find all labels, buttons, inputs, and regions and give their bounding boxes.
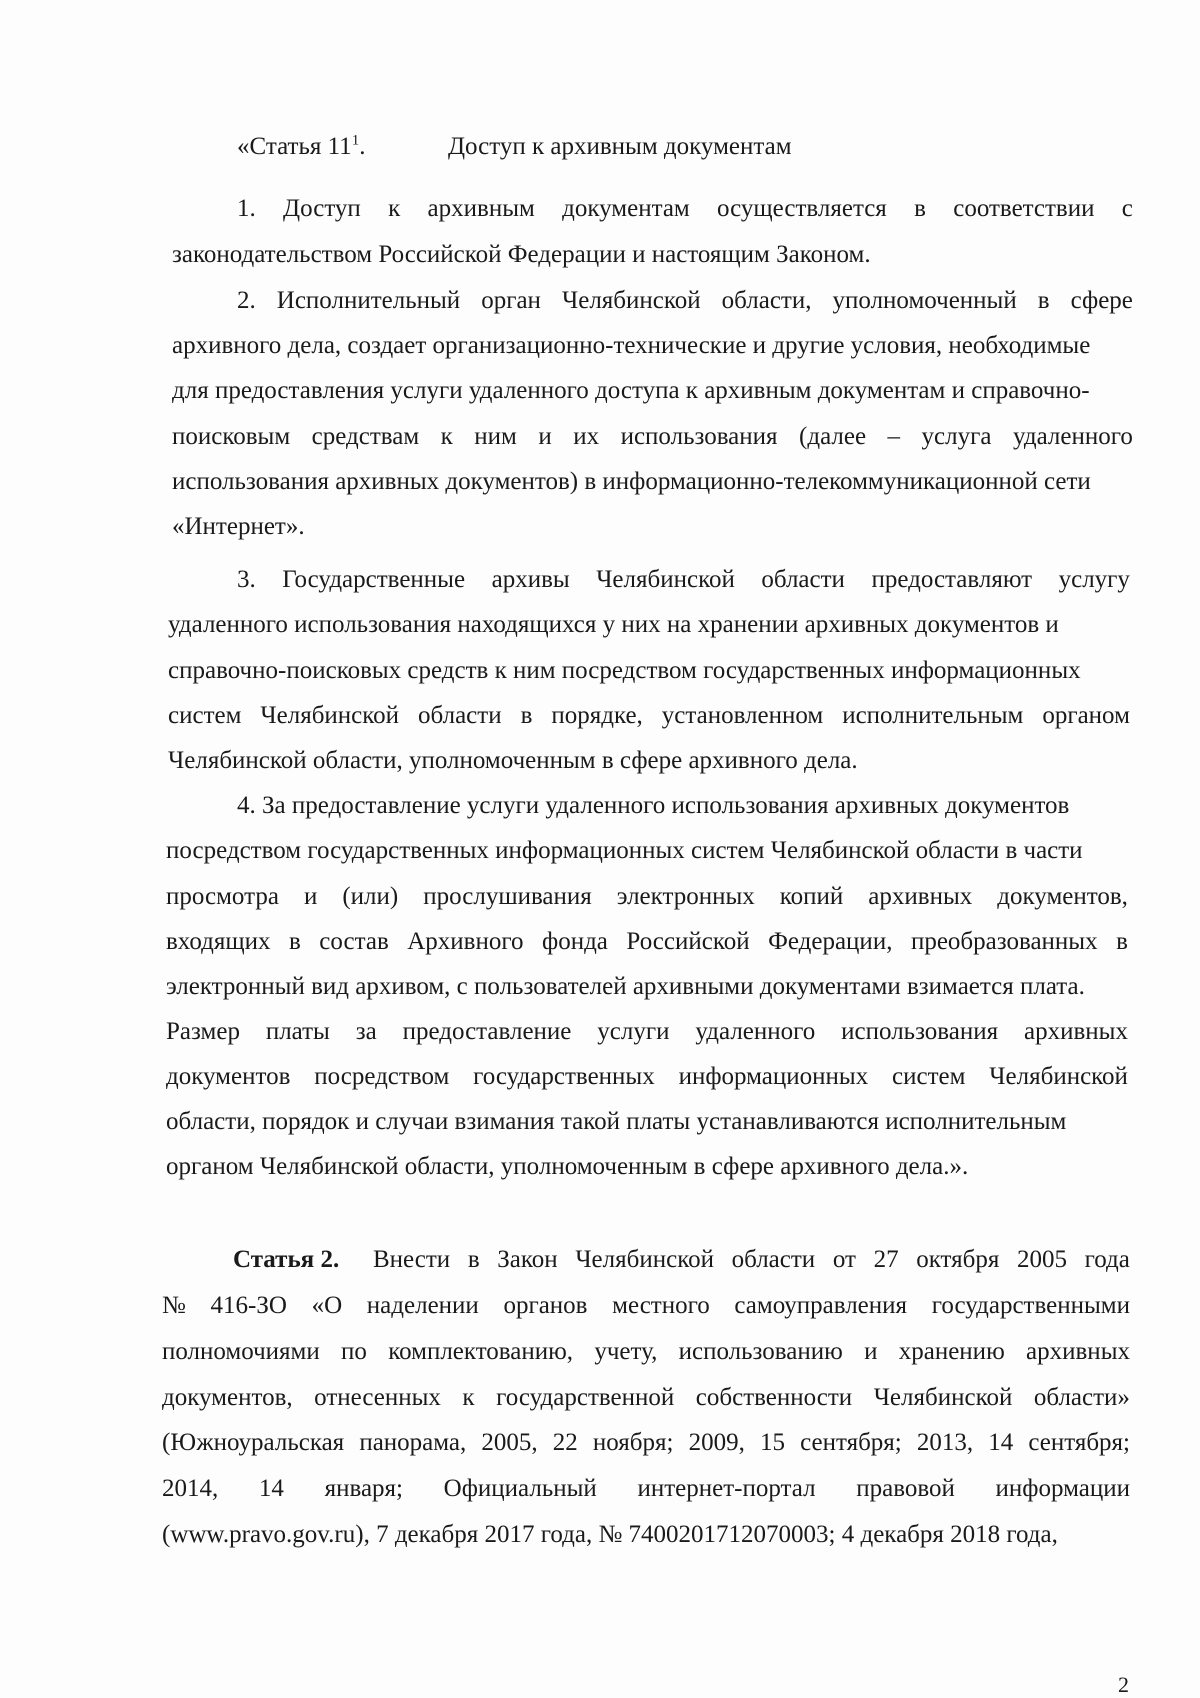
word: года bbox=[1084, 1246, 1130, 1273]
word: прослушивания bbox=[423, 883, 592, 910]
word: государственной bbox=[496, 1384, 675, 1411]
word: 1. bbox=[237, 195, 256, 222]
word: информации bbox=[995, 1475, 1130, 1502]
word: Внести bbox=[373, 1246, 451, 1273]
word: ноября; bbox=[592, 1429, 674, 1456]
word: архивных bbox=[868, 883, 973, 910]
word: уполномоченный bbox=[832, 287, 1017, 314]
word: учету, bbox=[594, 1338, 658, 1365]
word: самоуправления bbox=[734, 1292, 908, 1319]
word: состав bbox=[319, 928, 389, 955]
word: 3. bbox=[237, 566, 256, 593]
word: фонда bbox=[542, 928, 608, 955]
word: в bbox=[520, 702, 533, 729]
word: января; bbox=[324, 1475, 403, 1502]
word: собственности bbox=[695, 1384, 853, 1411]
word: государственных bbox=[473, 1063, 655, 1090]
word: наделении bbox=[366, 1292, 479, 1319]
paragraph-2-line-1 bbox=[237, 286, 1133, 316]
word: и bbox=[864, 1338, 878, 1365]
word: (или) bbox=[342, 883, 399, 910]
word: электронных bbox=[616, 883, 755, 910]
word: входящих bbox=[166, 928, 271, 955]
word: удаленного bbox=[695, 1018, 816, 1045]
word: местного bbox=[612, 1292, 710, 1319]
word: архивы bbox=[491, 566, 570, 593]
word: орган bbox=[481, 287, 541, 314]
page-number: 2 bbox=[1118, 1672, 1129, 1697]
word: 27 bbox=[873, 1246, 899, 1273]
word: Исполнительный bbox=[276, 287, 461, 314]
article-2-line-4 bbox=[162, 1383, 1130, 1413]
word: порядке, bbox=[551, 702, 643, 729]
word: установленном bbox=[661, 702, 824, 729]
word: от bbox=[832, 1246, 856, 1273]
word: Государственные bbox=[282, 566, 466, 593]
word: Официальный bbox=[443, 1475, 597, 1502]
paragraph-4-line-6 bbox=[166, 1017, 1128, 1047]
word: архивным bbox=[427, 195, 535, 222]
word: правовой bbox=[856, 1475, 955, 1502]
word: в bbox=[1037, 287, 1050, 314]
paragraph-3-line-3: справочно-поисковых средств к ним посредством государственных информационных bbox=[168, 657, 1081, 684]
word: за bbox=[355, 1018, 377, 1045]
word: 2014, bbox=[162, 1475, 219, 1502]
word: Челябинской bbox=[260, 702, 400, 729]
word: области bbox=[418, 702, 502, 729]
word: документов, bbox=[162, 1384, 293, 1411]
word: (Южноуральская bbox=[162, 1429, 345, 1456]
word: платы bbox=[265, 1018, 330, 1045]
word: 14 bbox=[988, 1429, 1014, 1456]
word: Размер bbox=[166, 1018, 240, 1045]
word: поисковым bbox=[172, 423, 291, 450]
word: осуществляется bbox=[717, 195, 887, 222]
word: Челябинской bbox=[596, 566, 735, 593]
word: ним bbox=[474, 423, 517, 450]
paragraph-3-line-1 bbox=[237, 565, 1130, 595]
word: удаленного bbox=[1012, 423, 1133, 450]
word: 15 bbox=[759, 1429, 785, 1456]
paragraph-3-line-5: Челябинской области, уполномоченным в сфере архивного дела. bbox=[168, 747, 858, 774]
paragraph-4-line-9: органом Челябинской области, уполномоченным в сфере архивного дела.». bbox=[166, 1153, 969, 1180]
article-2-line-6 bbox=[162, 1474, 1130, 1504]
word: посредством bbox=[314, 1063, 450, 1090]
word: и bbox=[303, 883, 318, 910]
word: архивных bbox=[1024, 1018, 1128, 1045]
paragraph-3-line-2: удаленного использования находящихся у них на хранении архивных документов и bbox=[168, 611, 1059, 638]
word: государственными bbox=[931, 1292, 1130, 1319]
word: Челябинской bbox=[989, 1063, 1128, 1090]
word: услугу bbox=[1058, 566, 1130, 593]
word: «О bbox=[311, 1292, 343, 1319]
word: органов bbox=[503, 1292, 588, 1319]
word: услуги bbox=[597, 1018, 670, 1045]
paragraph-4-line-2: посредством государственных информационных систем Челябинской области в части bbox=[166, 837, 1083, 864]
paragraph-2-line-4 bbox=[172, 422, 1133, 452]
paragraph-1-line-2: законодательством Российской Федерации и настоящим Законом. bbox=[172, 241, 871, 268]
word: к bbox=[462, 1384, 475, 1411]
word: архивных bbox=[1026, 1338, 1130, 1365]
word: просмотра bbox=[166, 883, 279, 910]
paragraph-4-line-4 bbox=[166, 927, 1128, 957]
word: области bbox=[731, 1246, 816, 1273]
word: 2005, bbox=[481, 1429, 538, 1456]
word: копий bbox=[779, 883, 844, 910]
word: Архивного bbox=[407, 928, 524, 955]
word: документов, bbox=[997, 883, 1128, 910]
article-superscript: 1 bbox=[351, 132, 360, 149]
word: – bbox=[887, 423, 901, 450]
word: Челябинской bbox=[561, 287, 701, 314]
word: полномочиями bbox=[162, 1338, 320, 1365]
word: отнесенных bbox=[314, 1384, 441, 1411]
word: Доступ bbox=[283, 195, 361, 222]
article-2-line-7: (www.pravo.gov.ru), 7 декабря 2017 года, № 7400201712070003; 4 декабря 2018 года, bbox=[162, 1521, 1058, 1548]
word: Федерации, bbox=[768, 928, 893, 955]
word: с bbox=[1121, 195, 1133, 222]
word: предоставление bbox=[402, 1018, 572, 1045]
paragraph-2-line-2: архивного дела, создает организационно-технические и другие условия, необходимые bbox=[172, 332, 1091, 359]
word: Челябинской bbox=[575, 1246, 714, 1273]
article-2-line-5 bbox=[162, 1428, 1130, 1458]
word: 2009, bbox=[688, 1429, 745, 1456]
word: систем bbox=[168, 702, 242, 729]
word: области bbox=[761, 566, 845, 593]
word: сентября; bbox=[1028, 1429, 1130, 1456]
word: в bbox=[914, 195, 926, 222]
word: в bbox=[467, 1246, 480, 1273]
word: комплектованию, bbox=[388, 1338, 574, 1365]
paragraph-4-line-3 bbox=[166, 882, 1128, 912]
word: сентября; bbox=[800, 1429, 902, 1456]
word: сфере bbox=[1070, 287, 1133, 314]
word: услуга bbox=[921, 423, 992, 450]
word: средствам bbox=[311, 423, 420, 450]
word: области» bbox=[1033, 1384, 1130, 1411]
word: (далее bbox=[799, 423, 867, 450]
paragraph-4-line-5: электронный вид архивом, с пользователей архивными документами взимается плата. bbox=[166, 973, 1085, 1000]
word: 14 bbox=[258, 1475, 284, 1502]
paragraph-2-line-3: для предоставления услуги удаленного доступа к архивным документам и справочно- bbox=[172, 377, 1090, 404]
paragraph-4-line-7 bbox=[166, 1062, 1128, 1092]
article-heading-number: «Статья $11^1$. bbox=[237, 132, 366, 160]
word: панорама, bbox=[359, 1429, 467, 1456]
word: к bbox=[440, 423, 453, 450]
paragraph-2-line-5: использования архивных документов) в информационно-телекоммуникационной сети bbox=[172, 468, 1091, 495]
paragraph-1-line-1 bbox=[237, 194, 1133, 224]
word: соответствии bbox=[953, 195, 1095, 222]
word: Российской bbox=[626, 928, 750, 955]
word: к bbox=[388, 195, 401, 222]
word: документам bbox=[562, 195, 690, 222]
word: систем bbox=[892, 1063, 966, 1090]
paragraph-4-line-1: 4. За предоставление услуги удаленного использования архивных документов bbox=[237, 792, 1070, 819]
article-2-line-3 bbox=[162, 1337, 1130, 1367]
word: органом bbox=[1042, 702, 1130, 729]
word: и bbox=[538, 423, 552, 450]
word: использованию bbox=[678, 1338, 843, 1365]
word: их bbox=[573, 423, 600, 450]
paragraph-3-line-4 bbox=[168, 701, 1130, 731]
article-heading-title: Доступ к архивным документам bbox=[448, 133, 792, 160]
word: предоставляют bbox=[871, 566, 1033, 593]
word: информационных bbox=[678, 1063, 869, 1090]
word: в bbox=[288, 928, 301, 955]
word: в bbox=[1116, 928, 1128, 955]
word: Челябинской bbox=[873, 1384, 1013, 1411]
article-2-line-1 bbox=[373, 1245, 1130, 1275]
word: области, bbox=[721, 287, 812, 314]
word: 2005 bbox=[1017, 1246, 1067, 1273]
word: по bbox=[341, 1338, 367, 1365]
word: хранению bbox=[898, 1338, 1005, 1365]
word: интернет-портал bbox=[637, 1475, 816, 1502]
word: преобразованных bbox=[910, 928, 1098, 955]
word: использования bbox=[620, 423, 778, 450]
word: 22 bbox=[552, 1429, 578, 1456]
word: Закон bbox=[497, 1246, 558, 1273]
word: использования bbox=[841, 1018, 999, 1045]
word: документов bbox=[166, 1063, 291, 1090]
word: № bbox=[162, 1292, 186, 1319]
word: 2013, bbox=[916, 1429, 974, 1456]
word: 416-ЗО bbox=[210, 1292, 287, 1319]
word: 2. bbox=[237, 287, 256, 314]
paragraph-4-line-8: области, порядок и случаи взимания такой платы устанавливаются исполнительным bbox=[166, 1108, 1067, 1135]
paragraph-2-line-6: «Интернет». bbox=[172, 513, 305, 540]
article-2-label: Статья 2. bbox=[233, 1246, 340, 1273]
word: исполнительным bbox=[842, 702, 1024, 729]
word: октября bbox=[916, 1246, 1000, 1273]
article-2-line-2 bbox=[162, 1291, 1130, 1321]
